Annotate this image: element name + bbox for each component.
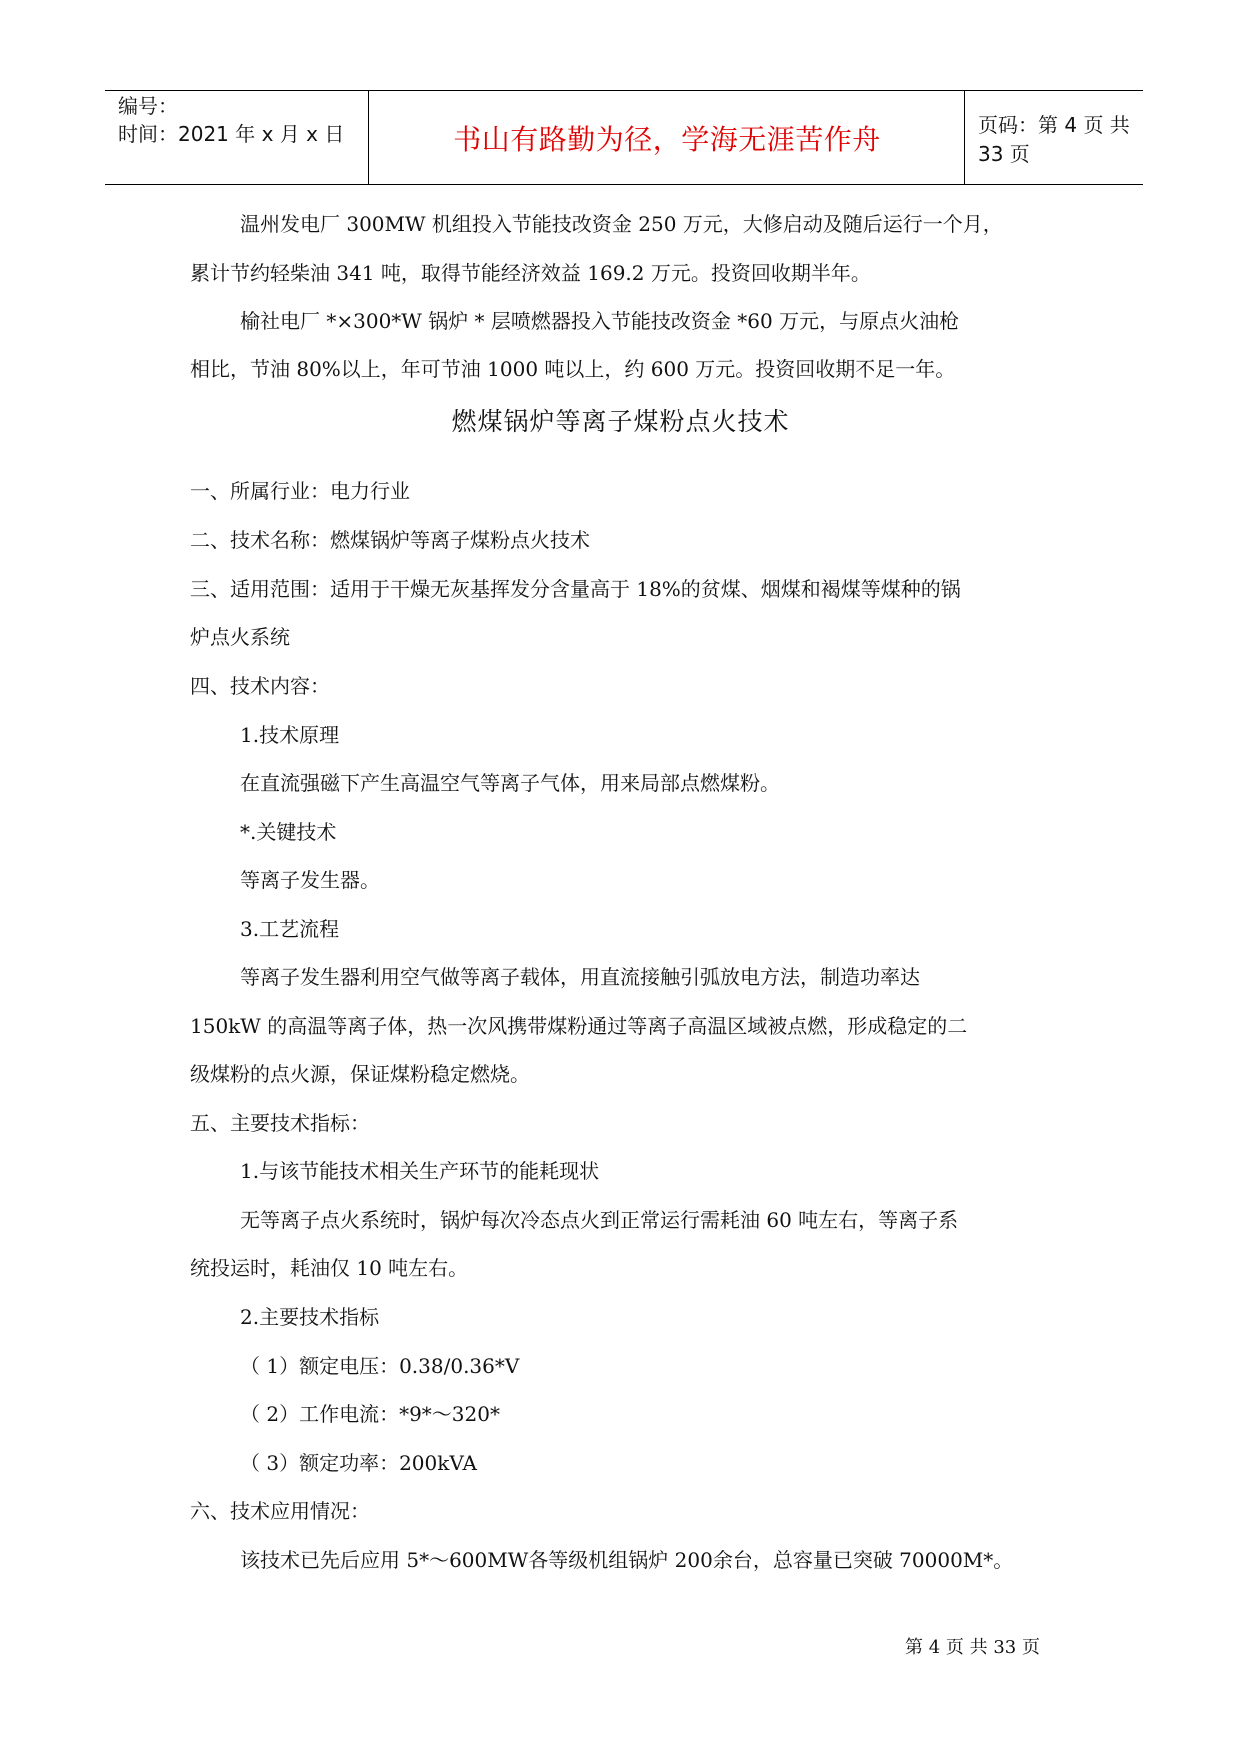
body-line: 一、所属行业：电力行业 — [190, 479, 410, 503]
body-line: 二、技术名称：燃煤锅炉等离子煤粉点火技术 — [190, 528, 590, 552]
body-line: 2.主要技术指标 — [240, 1305, 380, 1329]
body-line: 在直流强磁下产生高温空气等离子气体，用来局部点燃煤粉。 — [240, 771, 780, 795]
header-page-info — [966, 91, 1155, 184]
number-label: 编号： — [118, 94, 178, 118]
body-line: 3.工艺流程 — [240, 917, 340, 941]
body-line: 五、主要技术指标： — [190, 1111, 370, 1135]
body-line: *.关键技术 — [240, 820, 337, 844]
body-line: （ 2）工作电流：*9*～320* — [240, 1402, 500, 1426]
time-line: 时间：2021 年 x 月 x 日 — [118, 122, 345, 146]
body-line: 等离子发生器。 — [240, 868, 380, 892]
body-line: 等离子发生器利用空气做等离子载体，用直流接触引弧放电方法，制造功率达 — [240, 965, 920, 989]
body-line: 四、技术内容： — [190, 674, 330, 698]
body-line: 1.与该节能技术相关生产环节的能耗现状 — [240, 1159, 600, 1183]
body-line: 炉点火系统 — [190, 625, 290, 649]
section-title: 燃煤锅炉等离子煤粉点火技术 — [451, 407, 790, 436]
intro-line: 累计节约轻柴油 341 吨，取得节能经济效益 169.2 万元。投资回收期半年。 — [190, 261, 871, 285]
body-line: （ 1）额定电压：0.38/0.36*V — [240, 1354, 520, 1378]
motto: 书山有路勤为径，学海无涯苦作舟 — [453, 122, 881, 156]
body-line: 无等离子点火系统时，锅炉每次冷态点火到正常运行需耗油 60 吨左右，等离子系 — [240, 1208, 959, 1232]
body-line: 三、适用范围：适用于干燥无灰基挥发分含量高于 18%的贫煤、烟煤和褐煤等煤种的锅 — [190, 577, 961, 601]
page-info: 页码：第 4 页 共 33 页 — [978, 112, 1130, 166]
page-footer: 第 4 页 共 33 页 — [905, 1637, 1040, 1658]
body-line: （ 3）额定功率：200kVA — [240, 1451, 477, 1475]
body-line: 六、技术应用情况： — [190, 1499, 370, 1523]
intro-line: 温州发电厂 300MW 机组投入节能技改资金 250 万元，大修启动及随后运行一个月， — [240, 212, 1003, 236]
body-line: 1.技术原理 — [240, 723, 340, 747]
header-meta — [105, 91, 369, 184]
page-header — [105, 90, 1143, 185]
body-line: 该技术已先后应用 5*～600MW各等级机组锅炉 200余台，总容量已突破 70000M*。 — [240, 1548, 1014, 1572]
intro-line: 榆社电厂 *×300*W 锅炉 * 层喷燃器投入节能技改资金 *60 万元，与原点火油枪 — [240, 309, 960, 333]
body-line: 150kW 的高温等离子体，热一次风携带煤粉通过等离子高温区域被点燃，形成稳定的二 — [190, 1014, 968, 1038]
body-line: 统投运时，耗油仅 10 吨左右。 — [190, 1256, 469, 1280]
body-line: 级煤粉的点火源，保证煤粉稳定燃烧。 — [190, 1062, 530, 1086]
header-motto-cell — [370, 91, 965, 184]
intro-line: 相比，节油 80%以上，年可节油 1000 吨以上，约 600 万元。投资回收期不足一年。 — [190, 357, 956, 381]
